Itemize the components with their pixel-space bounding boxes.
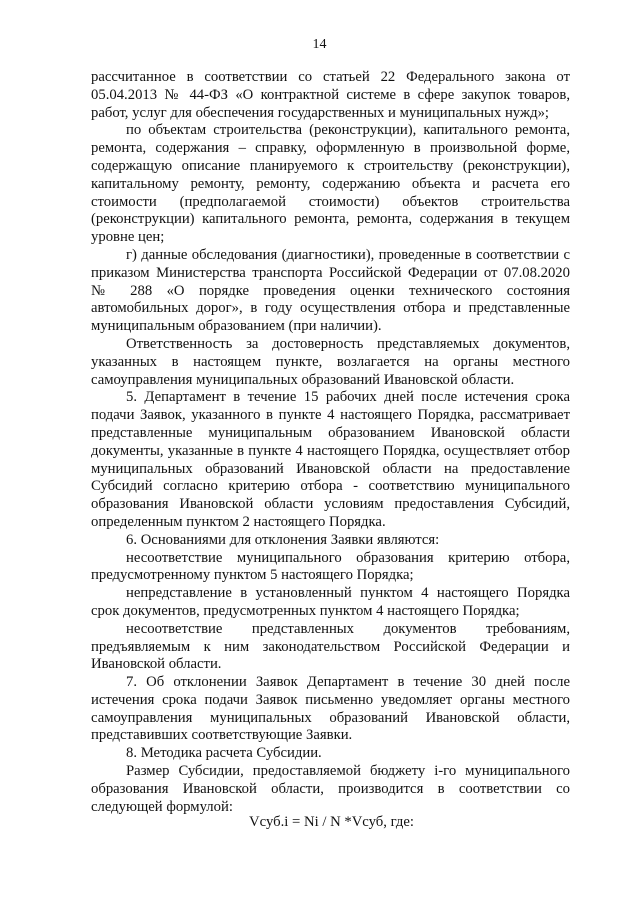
paragraph-item-6: 6. Основаниями для отклонения Заявки являются: [126, 531, 440, 548]
paragraph-diagnostics-data: г) данные обследования (диагностики), проведенные в соответствии с приказом Министерства транспорта Российской Федерации от 07.08.2020 № 288 «О порядке проведения оценки технического состояния автомобильных дорог», в году осуществления отбора и представленные муниципальным образованием (при наличии). [91, 246, 570, 335]
paragraph-item-8: 8. Методика расчета Субсидии. [126, 745, 322, 762]
paragraph-contract-system-law: рассчитанное в соответствии со статьей 22 Федерального закона от 05.04.2013 № 44-ФЗ «О контрактной системе в сфере закупок товаров, работ, услуг для обеспечения государственных и муниципальных нужд»; [91, 69, 570, 121]
paragraph-construction-objects: по объектам строительства (реконструкции), капитального ремонта, ремонта, содержания – справку, оформленную в произвольной форме, содержащую описание планируемого к строительству (реконструкции), капитальному ремонту, ремонту, содержанию объекта и расчета его стоимости (предполагаемой стоимости) объектов строительства (реконструкции) капитального ремонта, ремонта, содержания в текущем уровне цен; [91, 122, 570, 246]
document-body [91, 69, 570, 816]
paragraph-subsidy-size: Размер Субсидии, предоставляемой бюджету i-го муниципального образования Ивановской области, производится в соответствии со следующей формулой: [91, 763, 570, 815]
paragraph-item-7: 7. Об отклонении Заявок Департамент в течение 30 дней после истечения срока подачи Заявок письменно уведомляет органы местного самоуправления муниципальных образований Ивановской области, представивших соответствующие Заявки. [91, 674, 570, 744]
paragraph-rejection-deadline: непредставление в установленный пунктом 4 настоящего Порядка срок документов, предусмотренных пунктом 4 настоящего Порядка; [91, 585, 570, 619]
paragraph-responsibility: Ответственность за достоверность представляемых документов, указанных в настоящем пункте, возлагается на органы местного самоуправления муниципальных образований Ивановской области. [91, 335, 570, 388]
paragraph-item-5: 5. Департамент в течение 15 рабочих дней после истечения срока подачи Заявок, указанного в пункте 4 настоящего Порядка, рассматривает представленные муниципальным образованием Ивановской области документы, указанные в пункте 4 настоящего Порядка, осуществляет отбор муниципальных образований Ивановской области на предоставление Субсидий согласно критерию отбора - соответствию муниципального образования Ивановской области условиям предоставления Субсидий, определенным пунктом 2 настоящего Порядка. [91, 389, 570, 530]
paragraph-rejection-criterion: несоответствие муниципального образования критерию отбора, предусмотренному пунктом 5 настоящего Порядка; [91, 549, 570, 584]
page-number: 14 [312, 37, 327, 52]
paragraph-rejection-requirements: несоответствие представленных документов требованиям, предъявляемым к ним законодательством Российской Федерации и Ивановской области. [91, 620, 570, 673]
subsidy-formula: Vсуб.i = Ni / N *Vсуб, где: [249, 814, 414, 830]
